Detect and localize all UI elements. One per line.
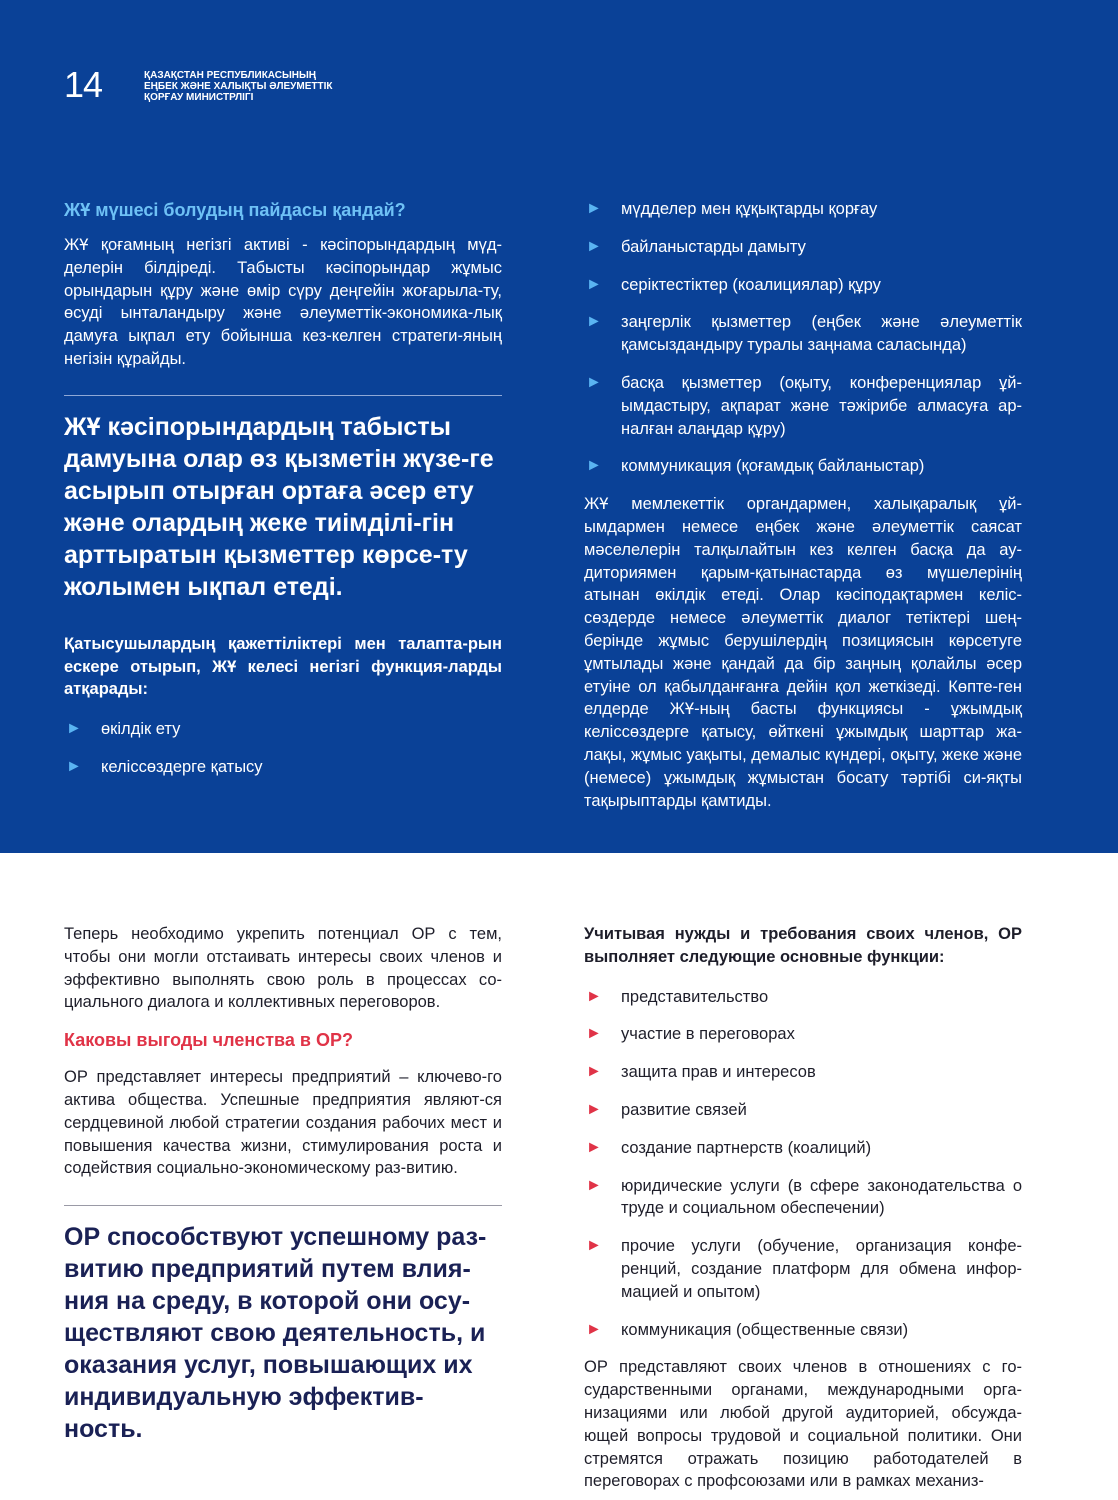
ru-body-paragraph: ОР представляет интересы предприятий – ключево-го актива общества. Успешные предприятия являют-ся сердцевиной любой стратегии создания рабочих мест и повышения качества жизни, стимулирования роста и содействия социально-экономическому раз-витию.	[64, 1068, 502, 1178]
triangle-bullet-icon: ►	[586, 1025, 602, 1043]
kz-closing-paragraph: ЖҰ мемлекеттік органдармен, халықаралық ұй-ымдармен немесе еңбек және әлеуметтік саясат мәселелерін талқылайтын кез келген басқа да ау-диториямен қарым-қатынастарда өз мүшелерінің атынан өкілдік етеді. Олар кәсіподақтармен келіс-сөздерде немесе әлеуметтік диалог тетіктері шең-берінде жұмыс берушілердің позициясын көрсетуге ұмтылады және қандай да бір заңның қолайлы әсер етуіне ол қабылданғанға дейін қол жеткізеді. Көпте-ген елдерде ЖҰ-ның басты функциясы - ұжымдық келіссөздерге қатысу, өйткені ұжымдық шарттар жа-лақы, жұмыс уақыты, демалыс күндері, оқыту, жеке және (немесе) ұжымдық жұмыстан босату тәртібі си-яқты тақырыптарды қамтиды.	[584, 495, 1022, 810]
list-item: ► келіссөздерге қатысу	[66, 757, 263, 776]
triangle-bullet-icon: ►	[586, 200, 602, 217]
ru-functions-lead: Учитывая нужды и требования своих членов, ОР выполняет следующие основные функции:	[584, 925, 1022, 966]
triangle-bullet-icon: ►	[66, 720, 82, 738]
kz-functions-list-left	[64, 718, 502, 779]
list-item: ► прочие услуги (обучение, организация конфе-ренций, создание платформ для обмена инфор-мацией и опытом)	[586, 1237, 1022, 1301]
list-item: ► коммуникация (қоғамдық байланыстар)	[586, 457, 925, 476]
list-item: ► представительство	[586, 987, 769, 1006]
triangle-bullet-icon: ►	[586, 313, 602, 331]
triangle-bullet-icon: ►	[586, 1237, 602, 1255]
ru-intro-paragraph: Теперь необходимо укрепить потенциал ОР с тем, чтобы они могли отстаивать интересы своих членов и эффективно выполнять свою роль в процессах со-циального диалога и коллективных переговоров.	[64, 925, 502, 1012]
list-item: ► защита прав и интересов	[586, 1063, 816, 1082]
triangle-bullet-icon: ►	[586, 457, 602, 475]
list-item: ► участие в переговорах	[586, 1025, 795, 1044]
list-item: ► юридические услуги (в сфере законодательства о труде и социальном обеспечении)	[586, 1176, 1022, 1218]
kz-functions-lead: Қатысушылардың қажеттіліктері мен талапта-рын ескере отырып, ЖҰ келесі негізгі функция-ларды атқарады:	[64, 634, 502, 699]
kz-section-heading: ЖҰ мүшесі болудың пайдасы қандай?	[64, 200, 406, 220]
triangle-bullet-icon: ►	[586, 1100, 602, 1118]
kz-functions-list-right	[584, 198, 1022, 478]
list-item: ► өкілдік ету	[66, 720, 181, 739]
kz-left-column	[64, 198, 502, 779]
triangle-bullet-icon: ►	[66, 757, 82, 775]
divider	[64, 395, 502, 396]
ru-functions-list	[584, 986, 1022, 1342]
triangle-bullet-icon: ►	[586, 1063, 602, 1081]
triangle-bullet-icon: ►	[586, 1320, 602, 1338]
kz-highlight-quote: ЖҰ кәсіпорындардың табысты дамуына олар өз қызметін жүзе-ге асырып отырған ортаға әсер ету және олардың жеке тиімділі-гін арттыратын қызметтер көрсе-ту жолымен ықпал етеді.	[64, 412, 494, 601]
triangle-bullet-icon: ►	[586, 1176, 602, 1194]
list-item: ► заңгерлік қызметтер (еңбек және әлеуметтік қамсыздандыру туралы заңнама саласында)	[586, 313, 1022, 355]
list-item: ► байланыстарды дамыту	[586, 237, 806, 256]
ministry-line: ҚОРҒАУ МИНИСТРЛІГІ	[144, 92, 254, 103]
triangle-bullet-icon: ►	[586, 373, 602, 391]
triangle-bullet-icon: ►	[586, 987, 602, 1005]
ru-highlight-quote: ОР способствуют успешному раз-витию предприятий путем влия-ния на среду, в которой они осу-ществляют свою деятельность, и оказания услуг, повышающих их индивидуальную эффектив-ность.	[64, 1223, 487, 1444]
triangle-bullet-icon: ►	[586, 1138, 602, 1156]
ministry-line: ҚАЗАҚСТАН РЕСПУБЛИКАСЫНЫҢ	[144, 70, 317, 81]
ru-right-column	[584, 923, 1022, 1493]
list-item: ► развитие связей	[586, 1100, 747, 1119]
kz-right-column	[584, 198, 1022, 812]
ru-closing-paragraph: ОР представляют своих членов в отношениях с го-сударственными органами, международными орга-низациями или любой другой аудиторией, обсужда-ющей вопросы трудовой и социальной политики. Они стремятся отражать позицию работодателей в переговорах с профсоюзами или в рамках механиз-	[584, 1358, 1022, 1491]
list-item: ► коммуникация (общественные связи)	[586, 1320, 909, 1339]
kz-intro-paragraph: ЖҰ қоғамның негізгі активі - кәсіпорындардың мүд-делерін білдіреді. Табысты кәсіпорындар жұмыс орындарын құру және өмір сүру деңгейін жоғарыла-ту, өсуді ынталандыру және әлеуметтік-экономика-лық дамуға ықпал ету бойынша кез-келген стратеги-яның негізін құрайды.	[64, 236, 502, 368]
page-number: 14	[64, 64, 103, 105]
triangle-bullet-icon: ►	[586, 275, 602, 293]
list-item: ► мүдделер мен құқықтарды қорғау	[586, 200, 878, 218]
triangle-bullet-icon: ►	[586, 237, 602, 255]
list-item: ► серіктестіктер (коалициялар) құру	[586, 275, 881, 294]
divider	[64, 1205, 502, 1206]
ministry-title	[144, 70, 332, 103]
list-item: ► создание партнерств (коалиций)	[586, 1138, 872, 1157]
list-item: ► басқа қызметтер (оқыту, конференциялар ұй-ымдастыру, ақпарат және тәжірибе алмасуға ар-налған алаңдар құру)	[586, 373, 1022, 438]
ru-left-column	[64, 923, 502, 1445]
ru-section-heading: Каковы выгоды членства в ОР?	[64, 1030, 353, 1051]
ministry-line: ЕҢБЕК ЖӘНЕ ХАЛЫҚТЫ ӘЛЕУМЕТТІК	[144, 81, 333, 92]
